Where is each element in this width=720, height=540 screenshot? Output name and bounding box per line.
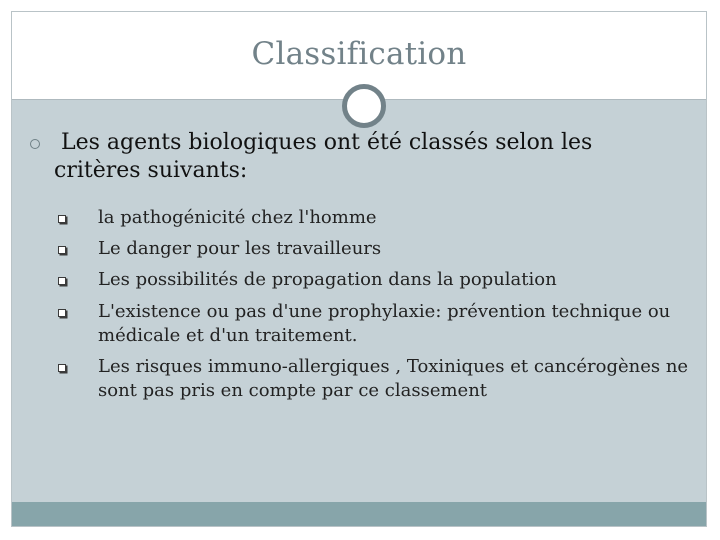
checkbox-bullet-icon xyxy=(58,364,66,372)
sub-bullet-text: Le danger pour les travailleurs xyxy=(98,238,382,260)
sub-bullet-item xyxy=(58,237,698,261)
slide-frame xyxy=(11,11,707,527)
checkbox-bullet-icon xyxy=(58,246,66,254)
sub-bullet-item xyxy=(58,355,698,403)
sub-bullet-text: L'existence ou pas d'une prophylaxie: prévention technique ou médicale et d'un traitement. xyxy=(98,300,671,346)
checkbox-bullet-icon xyxy=(58,215,66,223)
footer-bar xyxy=(12,502,706,526)
sub-bullet-item xyxy=(58,300,698,348)
main-bullet-text: Les agents biologiques ont été classés selon les critères suivants: xyxy=(54,130,593,183)
sub-bullet-text: la pathogénicité chez l'homme xyxy=(98,207,377,228)
slide-title: Classification xyxy=(251,36,467,72)
sub-bullet-text: Les risques immuno-allergiques , Toxiniques et cancérogènes ne sont pas pris en compte par ce classement xyxy=(98,356,689,402)
sub-bullet-text: Les possibilités de propagation dans la population xyxy=(98,269,557,291)
ring-ornament-icon xyxy=(342,84,386,128)
circle-bullet-icon xyxy=(30,139,40,149)
checkbox-bullet-icon xyxy=(58,277,66,285)
sub-bullet-list xyxy=(58,206,698,410)
sub-bullet-item xyxy=(58,206,698,230)
checkbox-bullet-icon xyxy=(58,309,66,317)
sub-bullet-item xyxy=(58,268,698,292)
